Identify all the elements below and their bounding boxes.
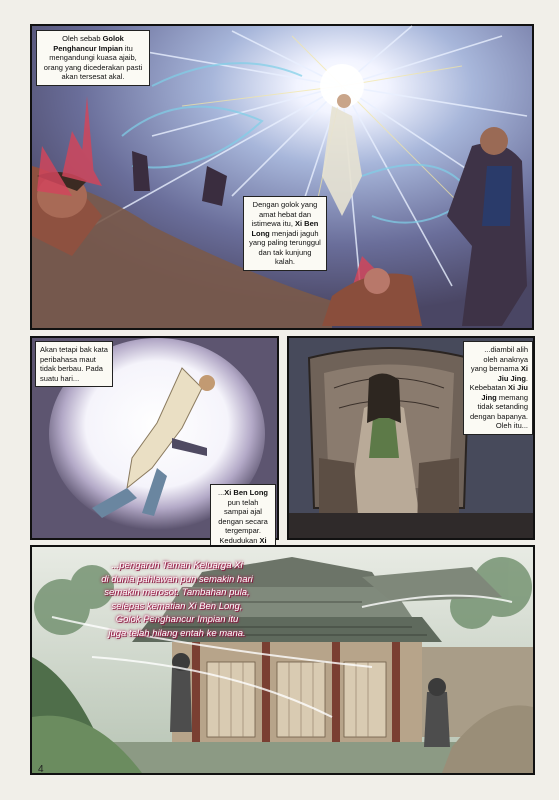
caption-xi-ben-long-champion: Dengan golok yang amat hebat dan istimewa itu, Xi Ben Long menjadi jaguh yang paling terunggul dan tak kunjung kalah. bbox=[243, 196, 327, 271]
panel-moon bbox=[30, 336, 279, 545]
panel-battle bbox=[30, 24, 534, 330]
caption-xi-ben-long-death: ...Xi Ben Long pun telah sampai ajal dengan secara tergempar. Kedudukan Xi bbox=[210, 484, 276, 559]
caption-death-proverb: Akan tetapi bak kata peribahasa maut tidak berbau. Pada suatu hari... bbox=[35, 341, 113, 387]
caption-golok-intro: Oleh sebab Golok Penghancur Impian itu mengandungi kuasa ajaib, orang yang dicederakan pasti akan tersesat akal. bbox=[36, 30, 150, 86]
caption-xi-jiu-jing: ...diambil alih oleh anaknya yang bernama Xi Jiu Jing. Kebebatan Xi Jiu Jing memang tidak setanding dengan bapanya. Oleh itu... bbox=[463, 341, 533, 435]
panel-palace bbox=[30, 545, 535, 775]
narration-family-decline: ...pengaruh Taman Keluarga Xi di dunia pahlawan pun semakin hari semakin merosot. Tambahan pula, selepas kematian Xi Ben Long, Golok Penghancur Impian itu juga telah hilang entah ke mana. bbox=[101, 560, 253, 639]
page-number: 4 bbox=[38, 764, 44, 775]
panel-throne bbox=[287, 336, 535, 540]
